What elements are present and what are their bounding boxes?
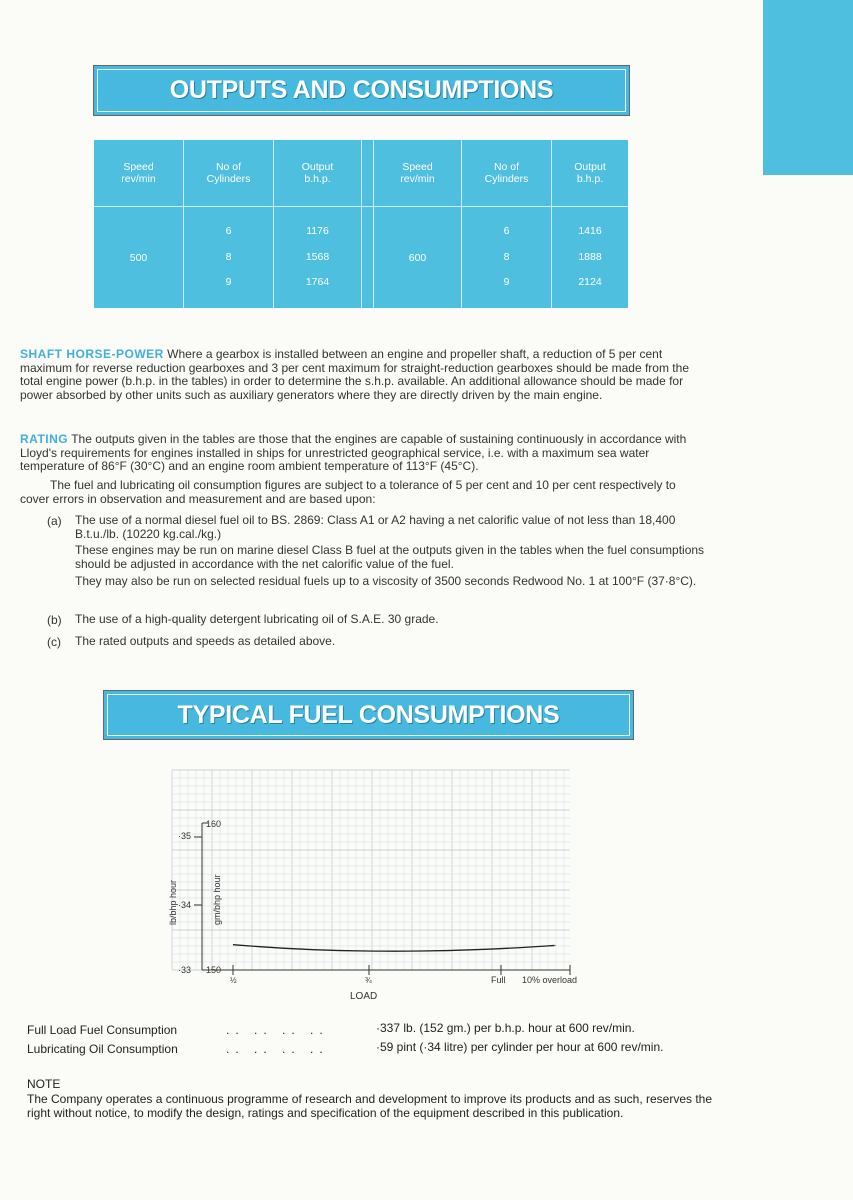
header-line: Speed — [123, 161, 154, 173]
x-tick-overload: 10% overload — [522, 975, 578, 985]
note-text: The Company operates a continuous programme of research and development to improve its products and as such, reserves the right without notice, to modify the design, ratings and specification of the equipment described in this publication. — [27, 1092, 713, 1120]
right-tick-160: 160 — [206, 819, 222, 829]
header-line: Output — [574, 161, 606, 173]
header-line: Cylinders — [206, 173, 251, 185]
table-gap — [362, 207, 374, 308]
x-tick-three-quarter: ¾ — [365, 976, 372, 985]
fuel-title: TYPICAL FUEL CONSUMPTIONS — [177, 700, 560, 729]
fuel-consumption-chart — [160, 765, 610, 1005]
lube-oil-value: ·59 pint (·34 litre) per cylinder per hour at 600 rev/min. — [376, 1040, 664, 1054]
output-cell-2 — [552, 207, 628, 308]
full-load-dots: .. .. .. .. — [226, 1023, 329, 1037]
rating-text: The outputs given in the tables are those that the engines are capable of sustaining continuously in accordance with Lloyd's requirements for engines installed in ships for unrestricted geographical service, i.e. with a maximum sea water temperature of 86°F (30°C) and an engine room ambient temperature of 113°F (45°C). — [20, 432, 687, 473]
rating-lead: RATING — [20, 432, 69, 446]
header-line: b.h.p. — [576, 173, 604, 185]
col-speed-header-2 — [374, 140, 462, 207]
item-c-label: (c) — [47, 635, 61, 649]
col-speed-header — [94, 140, 184, 207]
col-output-header-2 — [552, 140, 628, 207]
cylinder-value: 9 — [225, 276, 232, 288]
item-b-label: (b) — [47, 613, 62, 627]
lube-oil-dots: .. .. .. .. — [226, 1042, 329, 1056]
outputs-table — [94, 140, 628, 308]
output-value: 2124 — [578, 276, 602, 288]
header-line: b.h.p. — [304, 173, 331, 185]
item-a-text: The use of a normal diesel fuel oil to BS. 2869: Class A1 or A2 having a net calorific value of not less than 18,400 B.t.u./lb. (10220 kg.cal./kg.) — [75, 513, 676, 541]
item-a-text-3: They may also be run on selected residual fuels up to a viscosity of 3500 seconds Redwood No. 1 at 100°F (37·8°C). — [75, 574, 697, 588]
output-value: 1764 — [305, 276, 330, 288]
left-tick-33: ·33 — [178, 965, 192, 975]
cylinder-value: 8 — [503, 250, 510, 263]
fuel-banner-inner — [107, 694, 630, 736]
col-cylinders-header-2 — [462, 140, 552, 207]
item-b-text: The use of a high-quality detergent lubricating oil of S.A.E. 30 grade. — [75, 612, 439, 626]
cylinders-cell — [184, 207, 274, 308]
table-gap — [362, 140, 374, 207]
outputs-title: OUTPUTS AND CONSUMPTIONS — [169, 76, 554, 104]
output-value: 1176 — [306, 225, 329, 237]
shaft-lead: SHAFT HORSE-POWER — [20, 347, 164, 361]
output-value: 1416 — [578, 225, 602, 237]
y-label-gm: gm/bhp hour — [212, 874, 222, 925]
col-cylinders-header — [184, 140, 274, 207]
rating-paragraph — [20, 433, 704, 474]
left-tick-34: ·34 — [178, 900, 192, 910]
outputs-banner — [93, 65, 630, 116]
fuel-banner — [103, 690, 634, 740]
output-value: 1568 — [305, 250, 330, 263]
cylinder-value: 6 — [503, 225, 510, 237]
output-value: 1888 — [578, 250, 602, 263]
header-line: No of — [493, 161, 520, 173]
speed-value: 600 — [408, 251, 427, 264]
speed-value: 500 — [129, 251, 148, 264]
y-label-lb: lb/bhp hour — [168, 879, 178, 925]
header-line: No of — [215, 161, 242, 173]
right-tick-150: 150 — [206, 965, 222, 975]
header-line: rev/min — [400, 173, 435, 185]
output-cell — [274, 207, 362, 308]
cylinder-value: 6 — [225, 225, 232, 237]
full-load-value: ·337 lb. (152 gm.) per b.h.p. hour at 600 rev/min. — [376, 1021, 635, 1035]
cylinder-value: 8 — [225, 250, 232, 263]
outputs-banner-inner — [97, 69, 626, 112]
chart-grid — [172, 770, 570, 970]
shaft-text: Where a gearbox is installed between an engine and propeller shaft, a reduction of 5 per cent maximum for reverse reduction gearboxes and 3 per cent maximum for straight-reduction gearboxes should be made from the total engine power (b.h.p. in the tables) in order to determine the s.h.p. available. An additional allowance should be made for power absorbed by other units such as auxiliary generators where they are directly driven by the main engine. — [20, 347, 689, 402]
note-heading: NOTE — [27, 1077, 61, 1091]
header-line: Cylinders — [484, 173, 529, 185]
lube-oil-label: Lubricating Oil Consumption — [27, 1042, 178, 1056]
header-line: Output — [301, 161, 334, 173]
speed-cell — [94, 207, 184, 308]
cylinder-value: 9 — [503, 276, 510, 288]
item-a-text-2: These engines may be run on marine diesel Class B fuel at the outputs given in the tables when the fuel consumptions should be adjusted in accordance with the net calorific value of the fuel. — [75, 543, 705, 571]
speed-cell-2 — [374, 207, 462, 308]
x-tick-half: ½ — [230, 976, 237, 985]
full-load-label: Full Load Fuel Consumption — [27, 1023, 178, 1037]
item-c-text: The rated outputs and speeds as detailed above. — [75, 634, 336, 648]
x-tick-full: Full — [491, 975, 506, 985]
header-line: rev/min — [121, 173, 156, 185]
cylinders-cell-2 — [462, 207, 552, 308]
x-axis-label: LOAD — [350, 991, 378, 1002]
shaft-paragraph — [20, 348, 704, 402]
col-output-header — [274, 140, 362, 207]
item-a-label: (a) — [47, 514, 62, 528]
left-tick-35: ·35 — [178, 831, 192, 841]
header-line: Speed — [402, 161, 433, 173]
rating-paragraph-2: The fuel and lubricating oil consumption figures are subject to a tolerance of 5 per cent and 10 per cent respectively to cover errors in observation and measurement and are based upon: — [20, 478, 676, 506]
section-tab — [763, 0, 853, 175]
